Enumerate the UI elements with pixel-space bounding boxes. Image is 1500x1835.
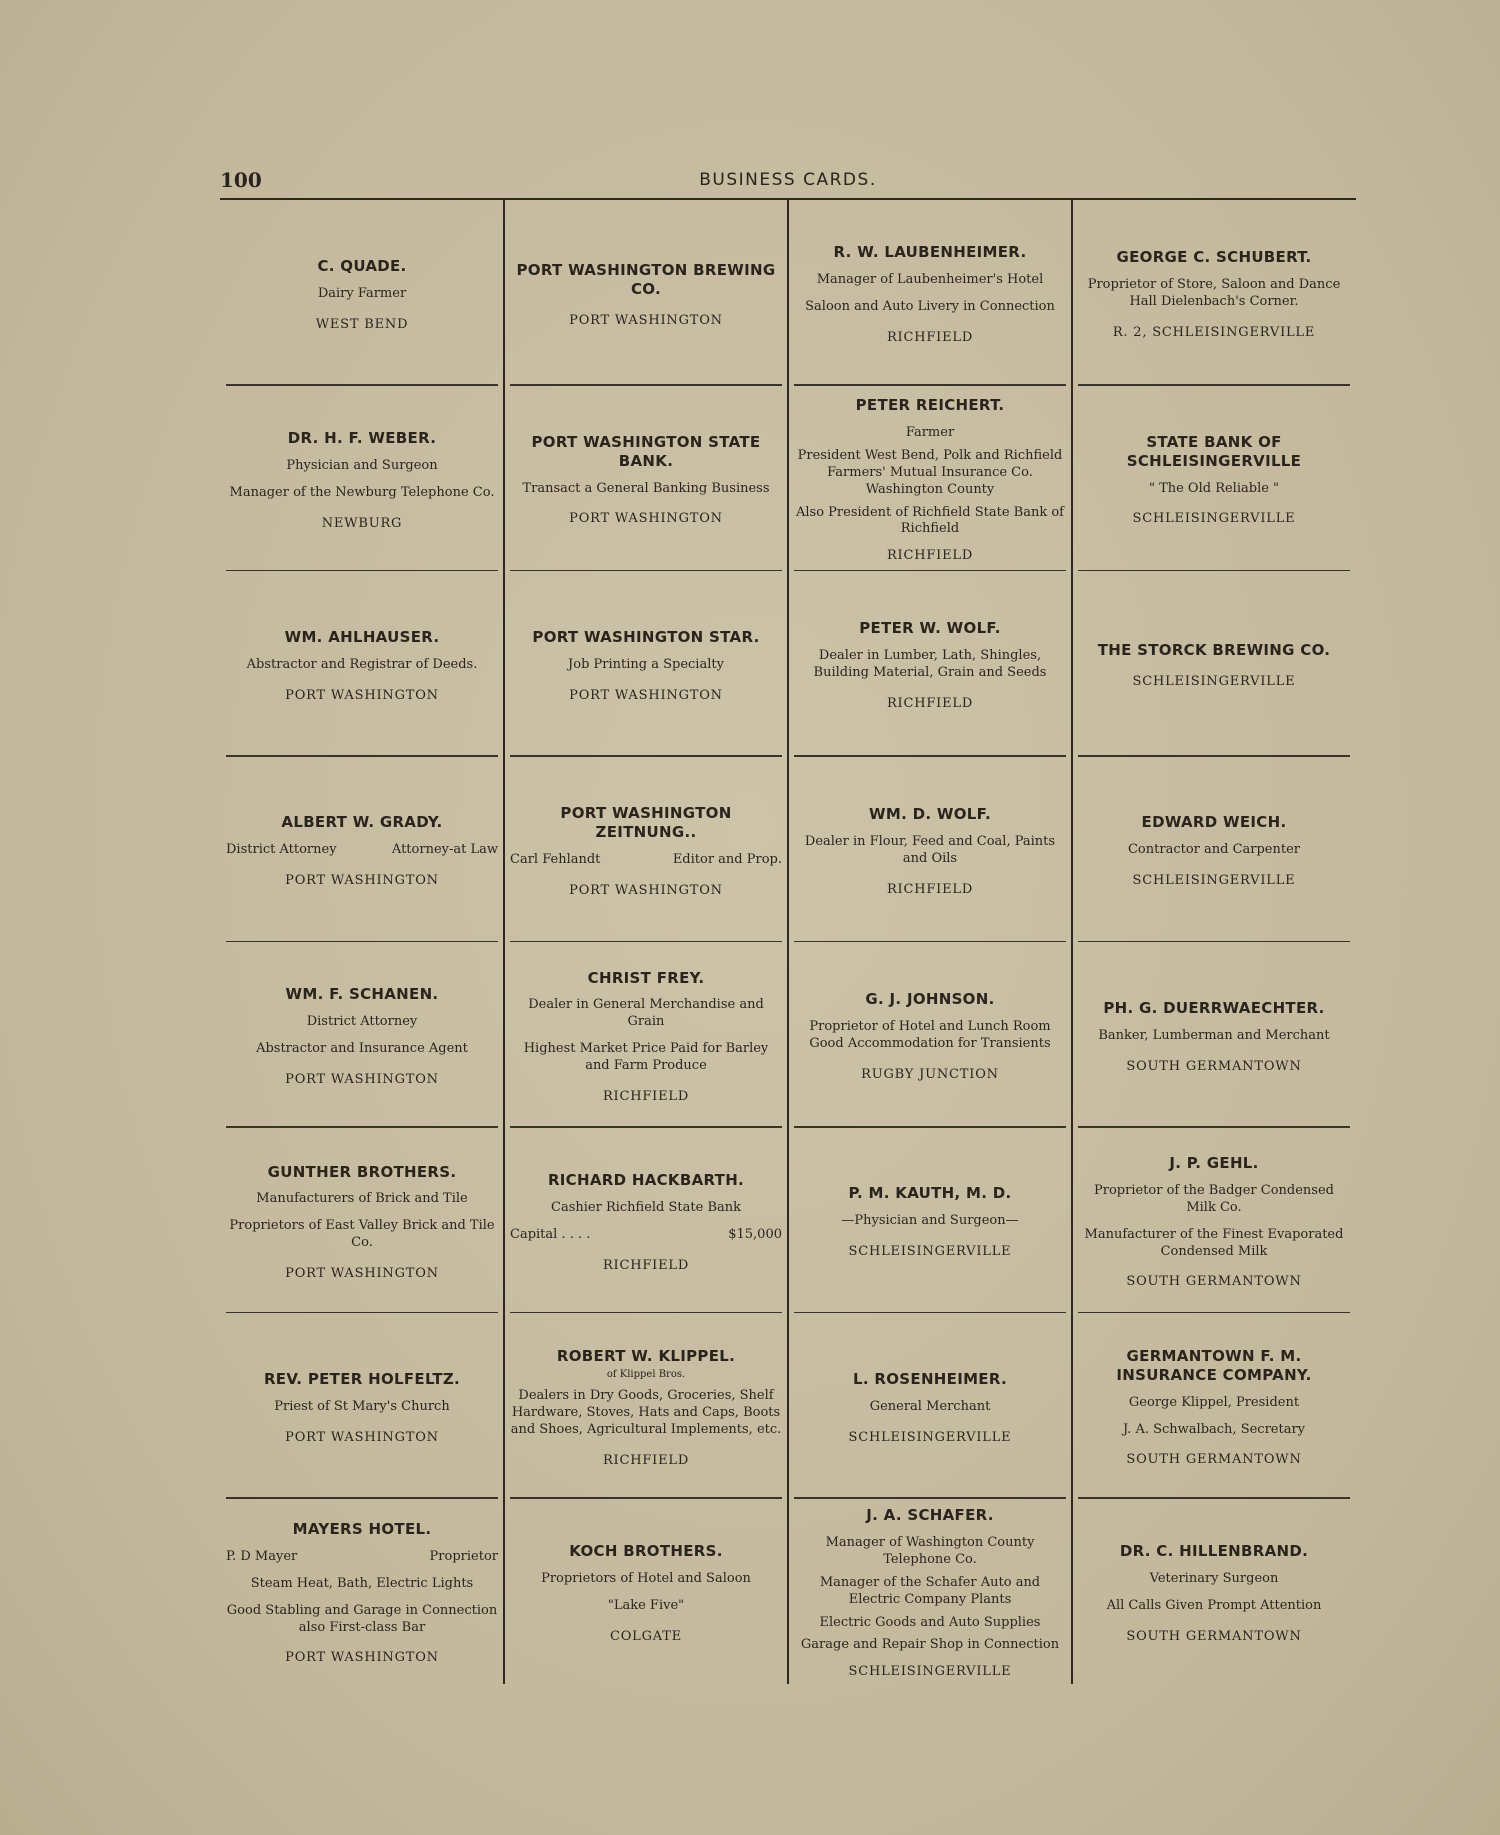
business-card [1072, 1128, 1356, 1314]
business-card [1072, 757, 1356, 943]
business-town: WEST BEND [315, 316, 409, 332]
business-name: PETER W. WOLF. [859, 619, 1001, 638]
business-description: " The Old Reliable " [1148, 480, 1280, 496]
business-pair-line [510, 1227, 782, 1242]
business-card [220, 571, 504, 757]
business-description: Proprietors of East Valley Brick and Tile Co. [229, 1218, 495, 1251]
business-name: KOCH BROTHERS. [569, 1541, 723, 1560]
business-name: PORT WASHINGTON BREWING CO. [516, 261, 776, 298]
business-card [504, 200, 788, 386]
business-description: Saloon and Auto Livery in Connection [805, 299, 1055, 315]
pair-right: $15,000 [728, 1226, 782, 1242]
business-description: Physician and Surgeon [286, 457, 438, 473]
business-description: —Physician and Surgeon— [841, 1213, 1019, 1229]
business-description: Highest Market Price Paid for Barley and Farm Produce [523, 1041, 769, 1074]
business-card [788, 1128, 1072, 1314]
pair-left: District Attorney [226, 842, 337, 858]
business-description: Also President of Richfield State Bank of Richfield [795, 504, 1064, 537]
business-name: DR. H. F. WEBER. [287, 428, 437, 447]
business-card [504, 386, 788, 572]
business-description: Electric Goods and Auto Supplies [819, 1614, 1041, 1630]
business-town: SOUTH GERMANTOWN [1126, 1452, 1302, 1468]
business-town: SCHLEISINGERVILLE [848, 1244, 1012, 1260]
pair-left: P. D Mayer [226, 1548, 298, 1564]
business-description: Dealer in General Merchandise and Grain [528, 997, 764, 1030]
business-name: PORT WASHINGTON ZEITNUNG.. [560, 804, 732, 841]
business-card [220, 200, 504, 386]
pair-right: Proprietor [429, 1548, 498, 1564]
business-description: Dealers in Dry Goods, Groceries, Shelf Hardware, Stoves, Hats and Caps, Boots and Shoes, Agricultural Implements, etc. [510, 1388, 782, 1438]
business-town: RICHFIELD [602, 1452, 690, 1468]
business-card [1072, 1499, 1356, 1685]
business-town: RICHFIELD [602, 1257, 690, 1273]
business-name: PORT WASHINGTON STATE BANK. [531, 433, 761, 470]
business-card [788, 1499, 1072, 1685]
business-description: Proprietor of Hotel and Lunch Room Good Accommodation for Transients [809, 1019, 1051, 1052]
business-town: NEWBURG [321, 515, 403, 531]
business-card [1072, 386, 1356, 572]
business-note: of Klippel Bros. [606, 1369, 686, 1381]
business-description: Proprietor of the Badger Condensed Milk Co. [1094, 1182, 1334, 1215]
business-description: District Attorney [306, 1014, 418, 1030]
business-description: Abstractor and Insurance Agent [256, 1041, 468, 1057]
business-name: ALBERT W. GRADY. [281, 813, 443, 832]
pair-right: Editor and Prop. [672, 851, 782, 867]
business-description: All Calls Given Prompt Attention [1106, 1597, 1322, 1613]
business-name: RICHARD HACKBARTH. [547, 1170, 745, 1189]
business-description: Dealer in Lumber, Lath, Shingles, Building Material, Grain and Seeds [813, 648, 1047, 681]
business-town: SCHLEISINGERVILLE [1132, 873, 1296, 889]
business-name: P. M. KAUTH, M. D. [848, 1184, 1012, 1203]
business-card [220, 1128, 504, 1314]
business-description: Manager of the Schafer Auto and Electric Company Plants [819, 1574, 1041, 1607]
business-description: Farmer [905, 424, 955, 440]
business-description: Cashier Richfield State Bank [551, 1199, 741, 1215]
business-town: R. 2, SCHLEISINGERVILLE [1112, 325, 1316, 341]
business-name: MAYERS HOTEL. [292, 1520, 432, 1539]
business-town: PORT WASHINGTON [569, 511, 723, 527]
business-description: Good Stabling and Garage in Connection also First-class Bar [226, 1602, 498, 1635]
business-name: C. QUADE. [317, 256, 407, 275]
business-card [504, 942, 788, 1128]
business-cards-grid [220, 200, 1356, 1684]
business-pair-line [510, 852, 782, 867]
business-description: President West Bend, Polk and Richfield Farmers' Mutual Insurance Co. Washington County [797, 447, 1063, 497]
business-name: GUNTHER BROTHERS. [267, 1162, 457, 1181]
business-town: RUGBY JUNCTION [861, 1067, 999, 1083]
business-town: RICHFIELD [886, 881, 974, 897]
business-town: PORT WASHINGTON [285, 1429, 439, 1445]
business-card [1072, 1313, 1356, 1499]
page-heading: BUSINESS CARDS. [699, 170, 877, 190]
business-name: WM. F. SCHANEN. [285, 985, 439, 1004]
business-name: L. ROSENHEIMER. [853, 1369, 1007, 1388]
business-town: RICHFIELD [602, 1088, 690, 1104]
business-description: Abstractor and Registrar of Deeds. [246, 656, 478, 672]
business-description: Steam Heat, Bath, Electric Lights [250, 1575, 474, 1591]
business-card [220, 1313, 504, 1499]
business-description: Transact a General Banking Business [522, 480, 770, 496]
business-name: WM. D. WOLF. [869, 804, 991, 823]
business-card [1072, 571, 1356, 757]
business-card [504, 757, 788, 943]
business-description: Veterinary Surgeon [1149, 1570, 1279, 1586]
business-description: George Klippel, President [1128, 1394, 1300, 1410]
business-card [1072, 200, 1356, 386]
business-card [220, 757, 504, 943]
business-card [788, 200, 1072, 386]
business-description: Banker, Lumberman and Merchant [1098, 1027, 1330, 1043]
business-town: RICHFIELD [886, 330, 974, 346]
business-description: Dairy Farmer [317, 285, 407, 301]
business-town: SCHLEISINGERVILLE [848, 1664, 1012, 1680]
business-description: Proprietor of Store, Saloon and Dance Hall Dielenbach's Corner. [1087, 277, 1341, 310]
business-town: PORT WASHINGTON [285, 1265, 439, 1281]
business-description: Proprietors of Hotel and Saloon [541, 1570, 751, 1586]
business-town: PORT WASHINGTON [285, 1072, 439, 1088]
business-name: R. W. LAUBENHEIMER. [833, 243, 1027, 262]
business-description: Manager of Laubenheimer's Hotel [816, 272, 1044, 288]
business-town: PORT WASHINGTON [569, 882, 723, 898]
business-description: Priest of St Mary's Church [274, 1398, 450, 1414]
business-town: SCHLEISINGERVILLE [1132, 674, 1296, 690]
business-town: PORT WASHINGTON [285, 873, 439, 889]
business-card [788, 571, 1072, 757]
business-name: WM. AHLHAUSER. [284, 627, 440, 646]
business-name: GERMANTOWN F. M. INSURANCE COMPANY. [1116, 1347, 1312, 1384]
business-town: PORT WASHINGTON [285, 1650, 439, 1666]
business-town: PORT WASHINGTON [569, 687, 723, 703]
business-card [504, 571, 788, 757]
business-town: RICHFIELD [886, 696, 974, 712]
pair-left: Carl Fehlandt [510, 851, 601, 867]
business-card [220, 942, 504, 1128]
business-name: J. P. GEHL. [1169, 1154, 1259, 1173]
business-card [220, 386, 504, 572]
business-name: DR. C. HILLENBRAND. [1119, 1541, 1309, 1560]
business-card [504, 1499, 788, 1685]
pair-left: Capital . . . . [510, 1226, 591, 1242]
business-name: ROBERT W. KLIPPEL. [556, 1346, 736, 1365]
business-card [1072, 942, 1356, 1128]
business-description: Manufacturers of Brick and Tile [256, 1191, 468, 1207]
business-description: "Lake Five" [607, 1597, 685, 1613]
business-town: COLGATE [609, 1628, 683, 1644]
business-name: REV. PETER HOLFELTZ. [263, 1369, 461, 1388]
business-description: Manager of Washington County Telephone Co. [825, 1534, 1035, 1567]
pair-right: Attorney-at Law [391, 842, 498, 858]
business-description: Dealer in Flour, Feed and Coal, Paints and Oils [804, 833, 1056, 866]
business-description: Contractor and Carpenter [1127, 842, 1301, 858]
business-card [788, 386, 1072, 572]
page-header [220, 168, 1356, 196]
business-town: PORT WASHINGTON [569, 312, 723, 328]
page-number: 100 [220, 168, 262, 192]
business-card [788, 1313, 1072, 1499]
business-card [220, 1499, 504, 1685]
business-name: CHRIST FREY. [587, 968, 705, 987]
business-name: G. J. JOHNSON. [865, 990, 995, 1009]
business-pair-line [226, 842, 498, 857]
business-name: PETER REICHERT. [855, 396, 1005, 415]
business-card [504, 1128, 788, 1314]
business-description: Garage and Repair Shop in Connection [800, 1637, 1060, 1653]
business-town: SCHLEISINGERVILLE [848, 1429, 1012, 1445]
business-description: Manufacturer of the Finest Evaporated Condensed Milk [1084, 1226, 1344, 1259]
business-town: SCHLEISINGERVILLE [1132, 511, 1296, 527]
business-name: THE STORCK BREWING CO. [1097, 641, 1331, 660]
business-town: PORT WASHINGTON [285, 687, 439, 703]
business-description: J. A. Schwalbach, Secretary [1122, 1421, 1306, 1437]
business-card [504, 1313, 788, 1499]
business-name: PH. G. DUERRWAECHTER. [1103, 998, 1325, 1017]
business-town: SOUTH GERMANTOWN [1126, 1628, 1302, 1644]
business-town: RICHFIELD [886, 548, 974, 564]
business-town: SOUTH GERMANTOWN [1126, 1058, 1302, 1074]
business-name: EDWARD WEICH. [1141, 813, 1287, 832]
business-pair-line [226, 1549, 498, 1564]
business-town: SOUTH GERMANTOWN [1126, 1274, 1302, 1290]
business-name: STATE BANK OF SCHLEISINGERVILLE [1126, 433, 1302, 470]
business-card [788, 942, 1072, 1128]
business-description: Manager of the Newburg Telephone Co. [229, 484, 495, 500]
business-name: J. A. SCHAFER. [866, 1506, 994, 1525]
business-name: GEORGE C. SCHUBERT. [1116, 248, 1312, 267]
business-description: General Merchant [869, 1398, 991, 1414]
business-card [788, 757, 1072, 943]
business-name: PORT WASHINGTON STAR. [532, 627, 760, 646]
business-description: Job Printing a Specialty [568, 656, 724, 672]
